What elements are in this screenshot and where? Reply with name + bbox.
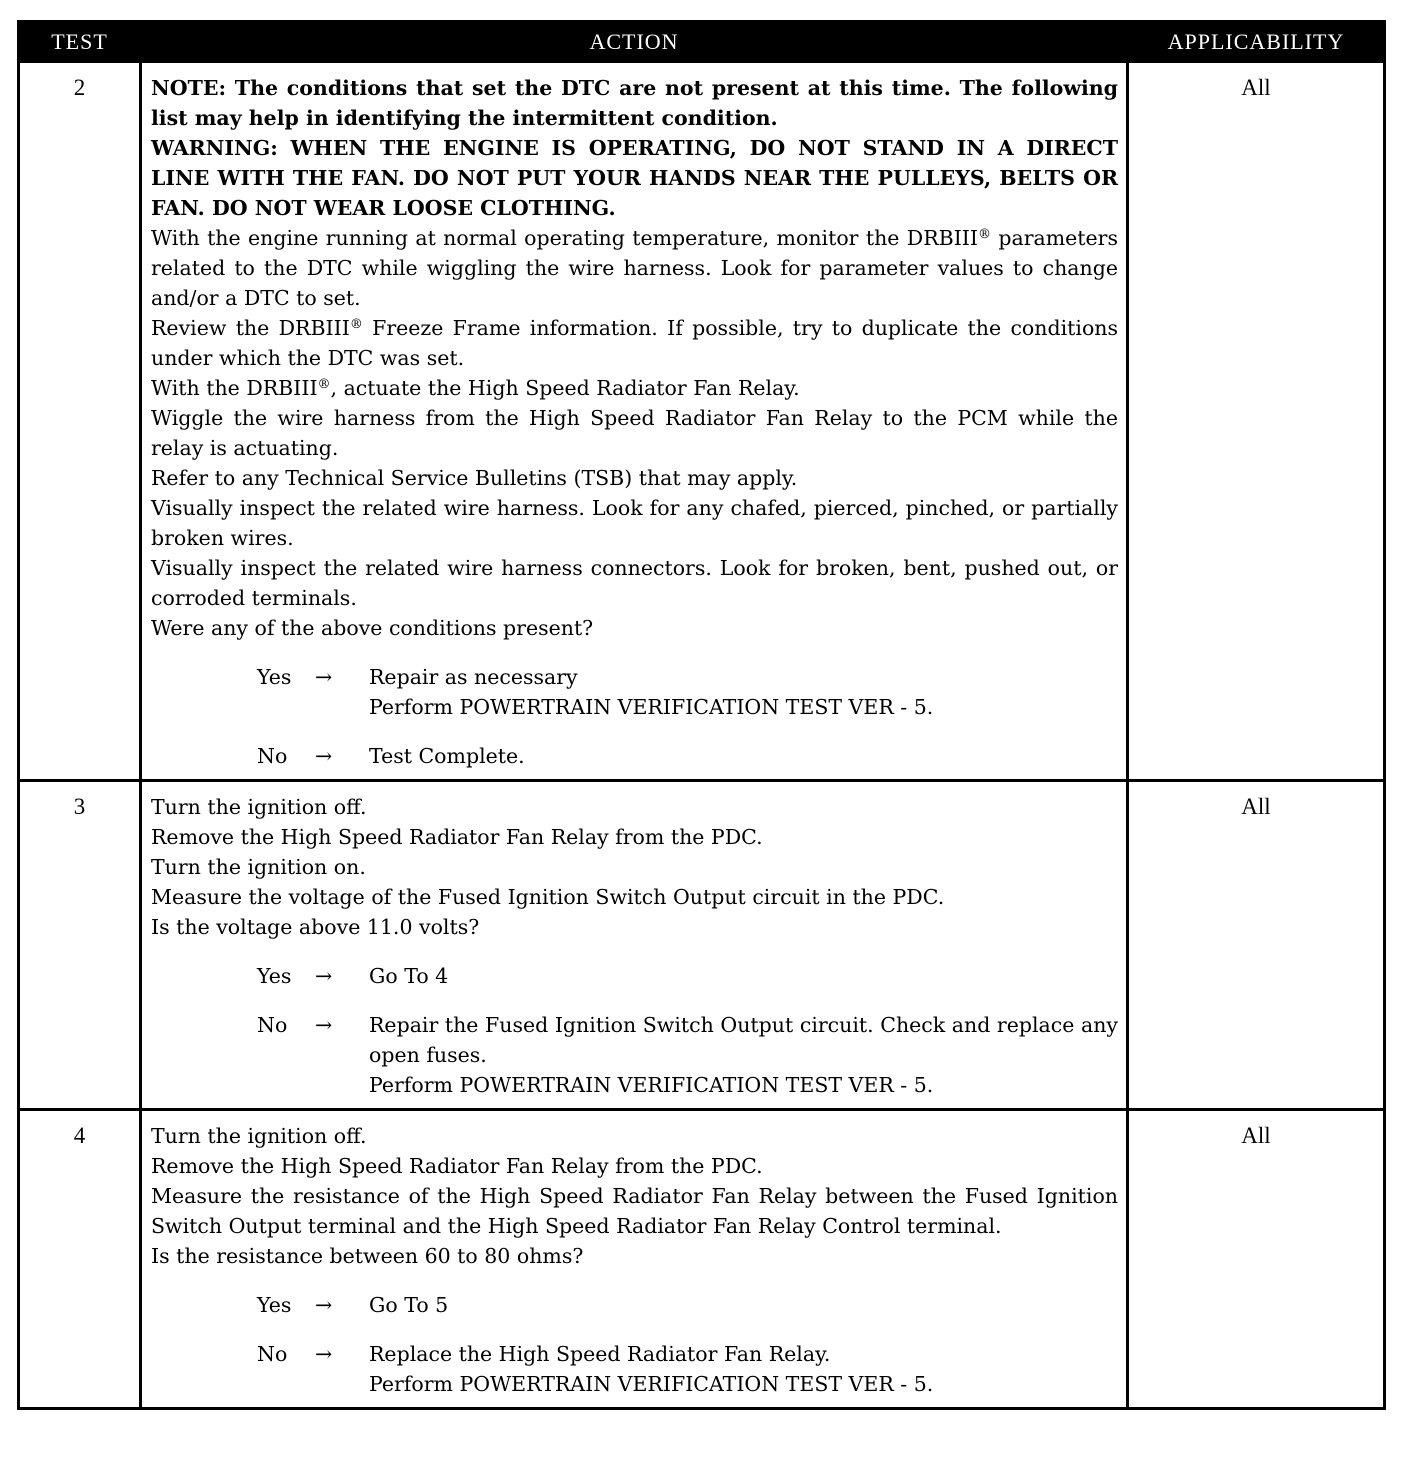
outcome-yes <box>151 1290 1118 1320</box>
action-step-text: With the DRBIII®, actuate the High Speed Radiator Fan Relay. <box>151 376 800 400</box>
registered-mark: ® <box>349 317 363 332</box>
outcomes-list <box>151 1290 1118 1399</box>
action-step-text: Remove the High Speed Radiator Fan Relay from the PDC. <box>151 825 763 849</box>
outcome-label: No <box>257 1013 288 1037</box>
registered-mark: ® <box>317 377 331 392</box>
action-step-text: Wiggle the wire harness from the High Speed Radiator Fan Relay to the PCM while the relay is actuating. <box>151 406 1118 460</box>
outcome-label: No <box>257 744 288 768</box>
right-arrow-icon: → <box>315 665 333 689</box>
table-row <box>19 1110 1385 1409</box>
outcome-yes <box>151 961 1118 991</box>
outcome-result <box>369 741 1118 771</box>
action-cell <box>141 781 1128 1110</box>
outcome-yes <box>151 662 1118 722</box>
right-arrow-icon: → <box>315 964 333 988</box>
action-warning-text: NOTE: The conditions that set the DTC are not present at this time. The following list may help in identifying the intermittent condition. <box>151 76 1118 130</box>
outcomes-list <box>151 961 1118 1100</box>
outcomes-list <box>151 662 1118 771</box>
outcome-result-line: Repair the Fused Ignition Switch Output circuit. Check and replace any open fuses. <box>369 1013 1118 1067</box>
outcome-label: No <box>257 1342 288 1366</box>
action-step-text: Turn the ignition on. <box>151 855 366 879</box>
outcome-result <box>369 1290 1118 1320</box>
action-step-text: Measure the voltage of the Fused Ignition Switch Output circuit in the PDC. <box>151 885 945 909</box>
test-number-cell: 4 <box>19 1110 141 1409</box>
outcome-no <box>151 741 1118 771</box>
table-body <box>19 62 1385 1409</box>
applicability-cell: All <box>1128 62 1385 781</box>
outcome-result-line: Perform POWERTRAIN VERIFICATION TEST VER - 5. <box>369 1372 934 1396</box>
action-cell <box>141 1110 1128 1409</box>
action-step-text: Turn the ignition off. <box>151 795 367 819</box>
outcome-result-line: Replace the High Speed Radiator Fan Relay. <box>369 1342 831 1366</box>
action-warning-text: WARNING: WHEN THE ENGINE IS OPERATING, DO NOT STAND IN A DIRECT LINE WITH THE FAN. DO NOT PUT YOUR HANDS NEAR THE PULLEYS, BELTS OR FAN. DO NOT WEAR LOOSE CLOTHING. <box>151 136 1118 220</box>
outcome-label: Yes <box>257 1293 292 1317</box>
outcome-result <box>369 1339 1118 1399</box>
right-arrow-icon: → <box>315 1293 333 1317</box>
right-arrow-icon: → <box>315 1013 333 1037</box>
action-step-text: Review the DRBIII® Freeze Frame information. If possible, try to duplicate the conditions under which the DTC was set. <box>151 316 1119 370</box>
action-step-text: Visually inspect the related wire harness. Look for any chafed, pierced, pinched, or partially broken wires. <box>151 496 1118 550</box>
outcome-result-line: Go To 5 <box>369 1293 449 1317</box>
outcome-result-line: Test Complete. <box>369 744 525 768</box>
outcome-no <box>151 1010 1118 1100</box>
outcome-result-line: Perform POWERTRAIN VERIFICATION TEST VER - 5. <box>369 695 934 719</box>
table-row <box>19 62 1385 781</box>
outcome-label: Yes <box>257 665 292 689</box>
registered-mark: ® <box>978 227 991 242</box>
outcome-no <box>151 1339 1118 1399</box>
outcome-result-line: Repair as necessary <box>369 665 578 689</box>
action-step-text: Refer to any Technical Service Bulletins (TSB) that may apply. <box>151 466 798 490</box>
diagnostic-test-table <box>17 20 1386 1410</box>
action-step-text: Remove the High Speed Radiator Fan Relay from the PDC. <box>151 1154 763 1178</box>
action-step-text: Visually inspect the related wire harness connectors. Look for broken, bent, pushed out, or corroded terminals. <box>151 556 1118 610</box>
test-number-cell: 3 <box>19 781 141 1110</box>
applicability-cell: All <box>1128 1110 1385 1409</box>
action-step-text: Measure the resistance of the High Speed Radiator Fan Relay between the Fused Ignition Switch Output terminal and the High Speed Radiator Fan Relay Control terminal. <box>151 1184 1118 1238</box>
action-step-text: Were any of the above conditions present? <box>151 616 594 640</box>
action-cell <box>141 62 1128 781</box>
outcome-result-line: Perform POWERTRAIN VERIFICATION TEST VER - 5. <box>369 1073 934 1097</box>
outcome-result <box>369 662 1118 722</box>
test-number-cell: 2 <box>19 62 141 781</box>
action-step-text: Is the voltage above 11.0 volts? <box>151 915 480 939</box>
action-step-text: With the engine running at normal operating temperature, monitor the DRBIII® parameters related to the DTC while wiggling the wire harness. Look for parameter values to change and/or a DTC to set. <box>151 226 1118 310</box>
outcome-result-line: Go To 4 <box>369 964 449 988</box>
action-step-text: Is the resistance between 60 to 80 ohms? <box>151 1244 584 1268</box>
header-applicability: APPLICABILITY <box>1128 22 1385 62</box>
action-step-text: Turn the ignition off. <box>151 1124 367 1148</box>
table-header-row <box>19 22 1385 62</box>
outcome-result <box>369 961 1118 991</box>
header-action: ACTION <box>141 22 1128 62</box>
applicability-cell: All <box>1128 781 1385 1110</box>
right-arrow-icon: → <box>315 1342 333 1366</box>
header-test: TEST <box>19 22 141 62</box>
outcome-label: Yes <box>257 964 292 988</box>
right-arrow-icon: → <box>315 744 333 768</box>
table-row <box>19 781 1385 1110</box>
outcome-result <box>369 1010 1118 1100</box>
